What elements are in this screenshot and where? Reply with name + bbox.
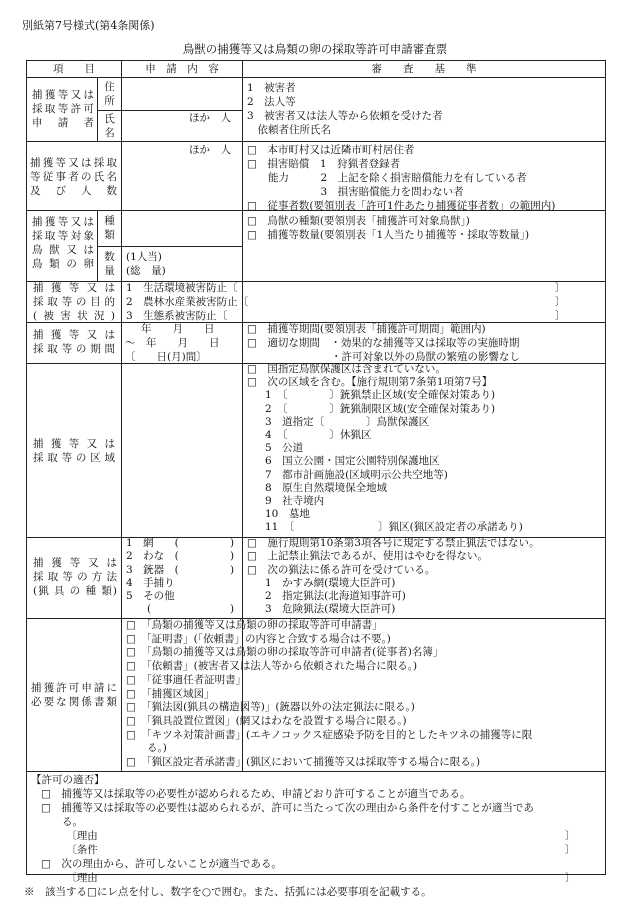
decision-lines: □ 捕獲等又は採取等の必要性が認められるため、申請どおり許可することが適当である。 □ 捕獲等又は採取等の必要性は認められるが、許可に当たって次の理由から条件を付すことが適当であ る。 〔理由 〔条件 □ 次の理由から、許可しないことが適当である。 〔理由 xyxy=(41,788,534,884)
period-values: 年 月 日 ～ 年 月 日 〔 日(月)間〕 xyxy=(125,323,220,363)
method-label: 捕 獲 等 又 は 採 取 等 の 方 法 (猟 具 の 種 類) xyxy=(33,557,117,597)
rule xyxy=(121,61,122,771)
period-criteria: □ 捕獲等期間(要領別表「捕獲許可期間」範囲内) □ 適切な期間 ・効果的な捕獲等又は採取等の実施時期 ・許可対象以外の鳥獣の繁殖の影響なし xyxy=(247,323,520,363)
method-options: 1 網 ( 2 わな ( 3 銃器 ( 4 手捕り 5 その他 ( xyxy=(126,537,179,616)
species-quantity-label: 数 量 xyxy=(104,251,115,277)
column-item-header: 項 目 xyxy=(53,63,95,75)
decision-close-brackets: 〕 〕 〕 xyxy=(565,830,576,884)
footnote: ※ 該当する□にレ点を付し、数字を○で囲む。また、括弧には必要事項を記載する。 xyxy=(24,886,432,898)
review-table xyxy=(26,60,606,884)
document-title: 鳥獣の捕獲等又は鳥類の卵の採取等許可申請審査票 xyxy=(182,42,448,56)
purpose-close-brackets: 〕 〕 〕 xyxy=(555,282,566,322)
rule xyxy=(27,771,605,772)
area-label: 捕 獲 等 又 は 採 取 等 の 区 域 xyxy=(33,438,115,464)
form-id: 別紙第7号様式(第4条関係) xyxy=(22,19,155,32)
column-criteria-header: 審 査 基 準 xyxy=(371,63,477,75)
rule xyxy=(97,246,242,247)
documents-label: 捕獲許可申請に 必要な関係書類 xyxy=(31,682,117,708)
workers-criteria: □ 本市町村又は近隣市町村居住者 □ 損害賠償 1 狩猟者登録者 能力 2 上記を除く損害賠償能力を有している者 3 損害賠償能力を問わない者 □ 従事者数(要領別表「許可1件あたり捕獲従事者数」の範囲内) xyxy=(247,144,556,212)
applicant-address-label: 住 所 xyxy=(104,81,115,107)
documents-list: □ 「鳥類の捕獲等又は鳥類の卵の採取等許可申請書」 □ 「証明書」(「依頼書」の内容と合致する場合は不要。) □ 「鳥類の捕獲等又は鳥類の卵の採取等許可申請者(従事者)名簿」 □ 「依頼書」(被害者又は法人等から依頼された場合に限る。) □ 「従事適任者証明書」 □ 「捕獲区域図」 □ 「猟法図(猟具の構造図等)」(銃器以外の法定猟法に限る。) □ 「猟具設置位置図」(網又はわなを設置する場合に限る。) □ 「キツネ対策計画書」(エキノコックス症感染予防を目的としたキツネの捕獲等に限 る。) □ 「猟区設定者承諾書」(猟区において捕獲等又は採取等する場合に限る。) xyxy=(126,619,533,769)
rule xyxy=(27,141,605,142)
species-criteria: □ 鳥獣の種類(要領別表「捕獲許可対象鳥獣」) □ 捕獲等数量(要領別表「1人当たり捕獲等・採取等数量」) xyxy=(247,215,530,241)
method-criteria: □ 施行規則第10条第3項各号に規定する禁止猟法ではない。 □ 上記禁止猟法であるが、使用はやむを得ない。 □ 次の猟法に係る許可を受けている。 1 かすみ網(環境大臣許可) 2 指定猟法(北海道知事許可) 3 危険猟法(環境大臣許可) xyxy=(247,537,540,616)
applicant-label: 捕獲等又は 採取等許可 申 請 者 xyxy=(32,89,94,129)
applicant-criteria: 1 被害者 2 法人等 3 被害者又は法人等から依頼を受けた者 依頼者住所氏名 xyxy=(247,82,443,136)
species-kind-label: 種 類 xyxy=(104,215,115,241)
workers-label: 捕獲等又は採取 等従事者の氏名 及び人数 xyxy=(30,157,117,197)
rule xyxy=(27,77,605,78)
applicant-name-label: 氏 名 xyxy=(104,113,115,139)
column-content-header: 申 請 内 容 xyxy=(145,63,219,75)
period-label: 捕 獲 等 又 は 採 取 等 の 期 間 xyxy=(33,329,115,355)
species-label: 捕獲等又は 採取等対象 鳥 獣 又 は 鳥 類 の 卵 xyxy=(32,216,94,270)
method-close-parens: ) ) ) ) xyxy=(230,537,235,616)
area-criteria: □ 国指定鳥獣保護区は含まれていない。 □ 次の区域を含む。【施行規則第7条第1項第7号】 1 〔 〕銃猟禁止区域(安全確保対策あり) 2 〔 〕銃猟制限区域(安全確保対策あり) 3 道指定〔 〕鳥獣保護区 4 〔 〕休猟区 5 公道 6 国立公園・国定公園特別保護地区 7 都市計画施設(区域明示公共空地等) 8 原生自然環境保全地域 9 社寺境内 10 墓地 11 〔 〕猟区(猟区設定者の承諾あり) xyxy=(247,363,523,534)
workers-others-count: ほか 人 xyxy=(189,144,231,156)
purpose-label: 捕 獲 等 又 は 採 取 等 の 目 的 (被害状況) xyxy=(33,282,115,322)
decision-heading: 【許可の適否】 xyxy=(31,774,105,786)
applicant-others-count: ほか 人 xyxy=(189,112,231,124)
purpose-options: 1 生活環境被害防止〔 2 農林水産業被害防止〔 3 生態系被害防止〔 xyxy=(126,282,249,322)
species-quantity-values: (1人当) (総 量) xyxy=(126,251,166,277)
